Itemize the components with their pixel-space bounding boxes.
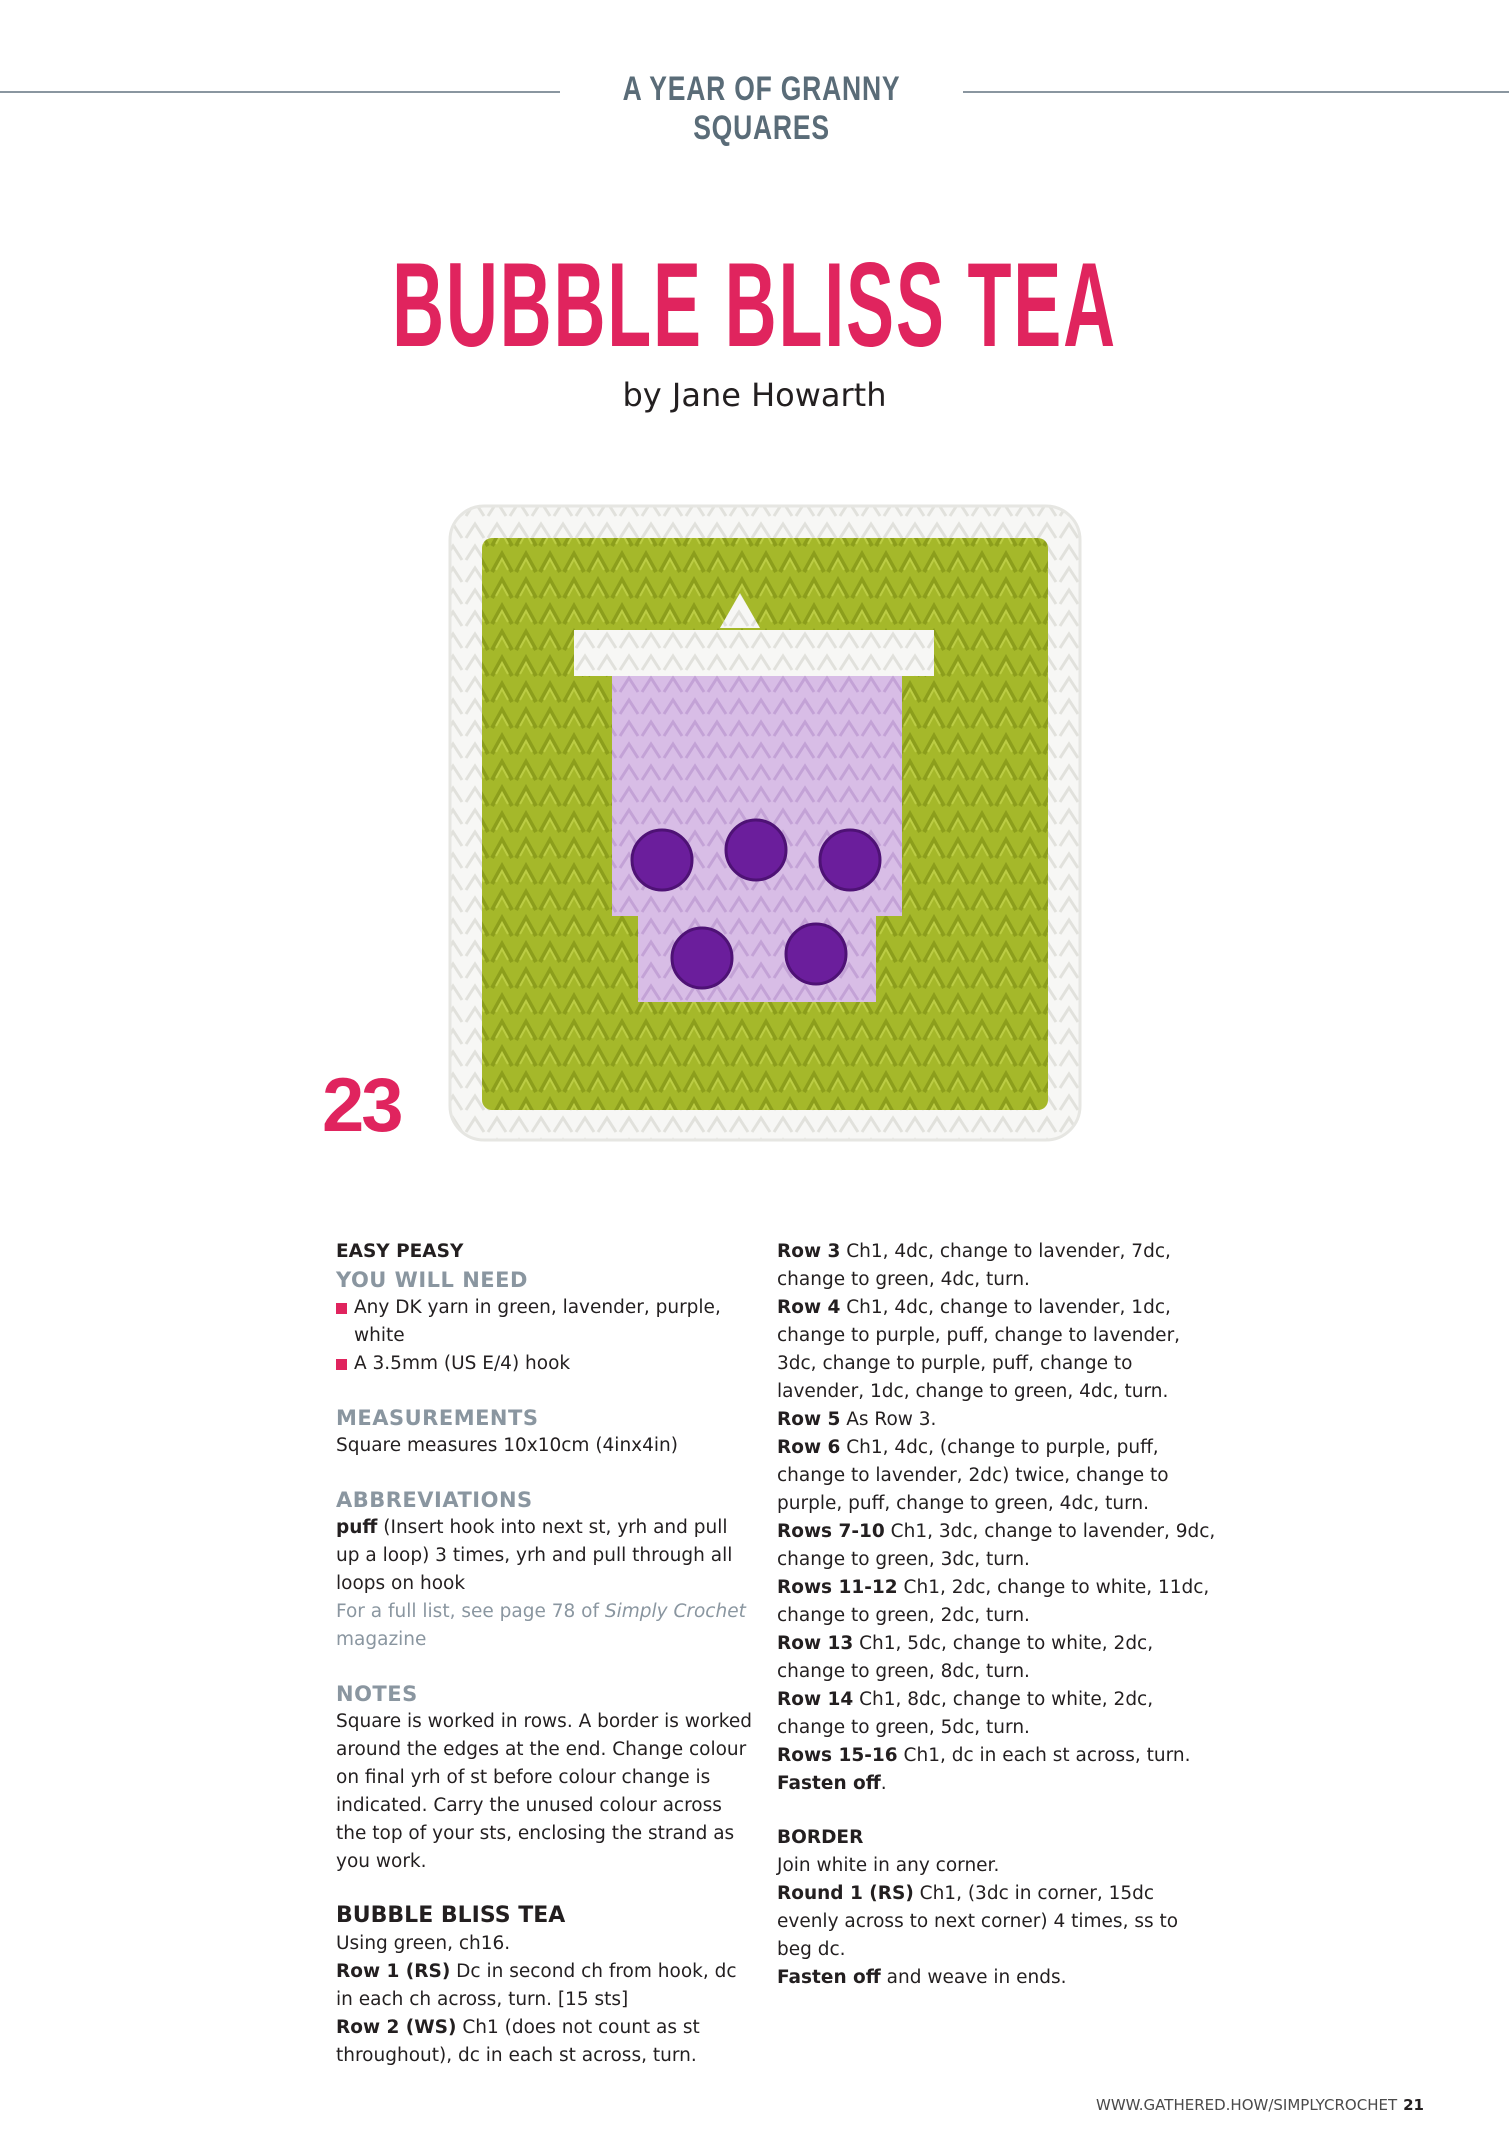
boba-pearl — [820, 830, 880, 890]
row-text: Ch1, 4dc, (change to purple, puff, change to lavender, 2dc) twice, change to purple, puff, change to green, 4dc, turn. — [777, 1437, 1169, 1514]
row-instruction — [777, 1294, 1217, 1406]
row-label: Rows 11-12 — [777, 1577, 898, 1598]
row-label: Row 6 — [777, 1437, 841, 1458]
row-instruction — [777, 1742, 1217, 1770]
abbreviation-puff — [336, 1514, 756, 1598]
round-instruction — [777, 1880, 1217, 1964]
needs-item: A 3.5mm (US E/4) hook — [336, 1350, 756, 1378]
row-label: Row 3 — [777, 1241, 841, 1262]
row-text: Ch1, 8dc, change to white, 2dc, change to green, 5dc, turn. — [777, 1689, 1154, 1738]
row-text: Ch1 (does not count as st throughout), dc in each st across, turn. — [336, 2017, 700, 2066]
row-instruction — [777, 1434, 1217, 1518]
border-intro: Join white in any corner. — [777, 1855, 1000, 1876]
row-text: As Row 3. — [840, 1409, 937, 1430]
skill-level: EASY PEASY — [336, 1241, 464, 1262]
header-rule-right — [963, 91, 1509, 93]
fasten-label: Fasten off — [777, 1773, 881, 1794]
needs-item: Any DK yarn in green, lavender, purple, white — [336, 1294, 756, 1350]
abbr-def: (Insert hook into next st, yrh and pull up a loop) 3 times, yrh and pull through all loops on hook — [336, 1517, 733, 1594]
row-instruction — [777, 1518, 1217, 1574]
pattern-heading: BUBBLE BLISS TEA — [336, 1903, 566, 1928]
notes-heading: NOTES — [336, 1682, 418, 1706]
row-text: Ch1, dc in each st across, turn. — [897, 1745, 1191, 1766]
row-instruction — [777, 1630, 1217, 1686]
row-label: Row 2 (WS) — [336, 2017, 457, 2038]
row-text: Ch1, 5dc, change to white, 2dc, change to green, 8dc, turn. — [777, 1633, 1154, 1682]
row-instruction — [336, 2014, 756, 2070]
abbreviations-heading: ABBREVIATIONS — [336, 1488, 533, 1512]
row-instruction — [336, 1958, 756, 2014]
row-text: Ch1, 2dc, change to white, 11dc, change to green, 2dc, turn. — [777, 1577, 1210, 1626]
fasten-tail: and weave in ends. — [880, 1967, 1067, 1988]
notes-text: Square is worked in rows. A border is worked around the edges at the end. Change colour on final yrh of st before colour change is indicated. Carry the unused colour across the top of your sts, enclosing the strand as you work. — [336, 1711, 752, 1872]
full-list-note — [336, 1598, 756, 1654]
row-text: Ch1, 3dc, change to lavender, 9dc, change to green, 3dc, turn. — [777, 1521, 1216, 1570]
boba-pearl — [632, 830, 692, 890]
row-instruction — [777, 1686, 1217, 1742]
row-instruction — [777, 1574, 1217, 1630]
row-label: Row 13 — [777, 1633, 854, 1654]
row-label: Rows 15-16 — [777, 1745, 898, 1766]
footer — [1096, 2096, 1424, 2114]
fasten-off — [777, 1770, 1217, 1798]
fasten-tail: . — [880, 1773, 887, 1794]
measurements-text: Square measures 10x10cm (4inx4in) — [336, 1435, 678, 1456]
round-text: Ch1, (3dc in corner, 15dc evenly across to next corner) 4 times, ss to beg dc. — [777, 1883, 1179, 1960]
row-text: Ch1, 4dc, change to lavender, 1dc, change to purple, puff, change to lavender, 3dc, change to purple, puff, change to lavender, 1dc, change to green, 4dc, turn. — [777, 1297, 1181, 1402]
abbr-term: puff — [336, 1517, 378, 1538]
magazine-name: Simply Crochet — [604, 1601, 746, 1622]
cup-lid — [574, 630, 934, 676]
boba-pearl — [726, 820, 786, 880]
footer-url[interactable]: WWW.GATHERED.HOW/SIMPLYCROCHET — [1096, 2096, 1398, 2114]
row-label: Row 14 — [777, 1689, 854, 1710]
boba-pearl — [672, 928, 732, 988]
page-number: 21 — [1403, 2096, 1424, 2114]
byline: by Jane Howarth — [622, 376, 887, 414]
row-text: Dc in second ch from hook, dc in each ch across, turn. [15 sts] — [336, 1961, 737, 2010]
header-rule-left — [0, 91, 560, 93]
measurements-heading: MEASUREMENTS — [336, 1406, 539, 1430]
crochet-square-photo — [442, 498, 1088, 1148]
row-label: Rows 7-10 — [777, 1521, 885, 1542]
row-instruction — [777, 1238, 1217, 1294]
right-column — [777, 1238, 1217, 1992]
row-label: Row 1 (RS) — [336, 1961, 451, 1982]
fasten-label: Fasten off — [777, 1967, 881, 1988]
border-heading: BORDER — [777, 1827, 864, 1848]
pattern-title: BUBBLE BLISS TEA — [392, 238, 1117, 372]
pattern-intro: Using green, ch16. — [336, 1933, 511, 1954]
row-instruction — [777, 1406, 1217, 1434]
series-title: A YEAR OF GRANNY SQUARES — [622, 70, 901, 147]
boba-pearl — [786, 924, 846, 984]
full-list-tail: magazine — [336, 1629, 427, 1650]
row-label: Row 5 — [777, 1409, 841, 1430]
square-number: 23 — [322, 1063, 401, 1148]
left-column — [336, 1238, 756, 2070]
row-label: Row 4 — [777, 1297, 841, 1318]
full-list-text: For a full list, see page 78 of — [336, 1601, 605, 1622]
row-text: Ch1, 4dc, change to lavender, 7dc, change to green, 4dc, turn. — [777, 1241, 1171, 1290]
round-label: Round 1 (RS) — [777, 1883, 914, 1904]
you-will-need-heading: YOU WILL NEED — [336, 1268, 528, 1292]
fasten-off-final — [777, 1964, 1217, 1992]
